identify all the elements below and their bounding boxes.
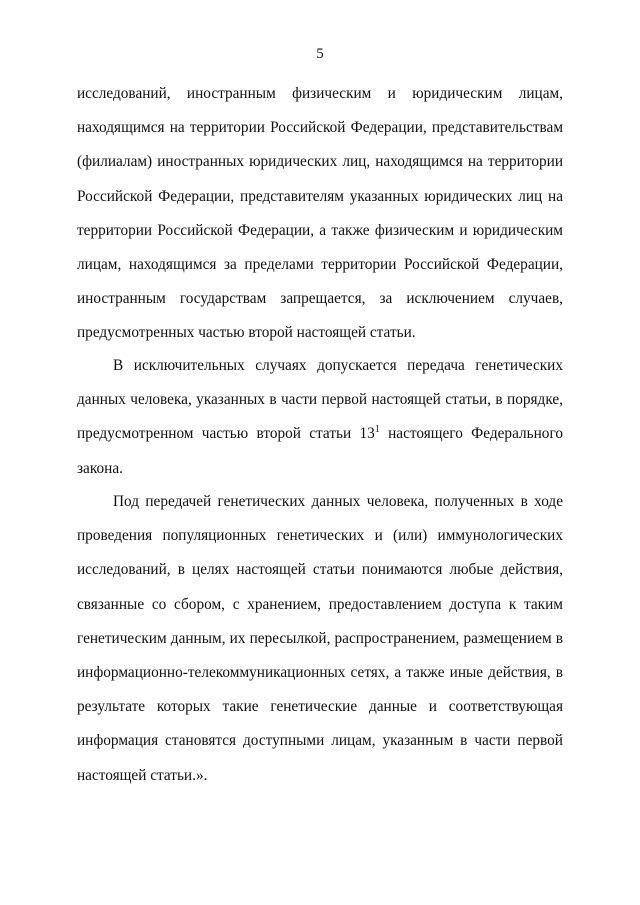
paragraph-line: информация становятся доступными лицам, указанным в части первой (77, 732, 563, 750)
paragraph-line: исследований, иностранным физическим и юридическим лицам, (77, 85, 563, 102)
page-number: 5 (316, 46, 324, 62)
line-text-before-superscript: предусмотренном частью второй статьи 13 (77, 425, 375, 443)
paragraph-line: предусмотренных частью второй настоящей статьи. (77, 324, 416, 342)
paragraph-line: данных человека, указанных в части первой настоящей статьи, в порядке, (77, 391, 563, 409)
superscript-one: 1 (374, 424, 380, 436)
paragraph-line: информационно-телекоммуникационных сетях, а также иные действия, в (77, 663, 563, 681)
paragraph-line: настоящей статьи.». (77, 766, 208, 784)
paragraph-line-with-footnote (77, 417, 563, 451)
paragraph-line: исследований, в целях настоящей статьи понимаются любые действия, (77, 561, 563, 579)
paragraph-line: генетическим данным, их пересылкой, распространением, размещением в (77, 629, 563, 647)
paragraph-line: связанные со сбором, с хранением, предоставлением доступа к таким (77, 595, 563, 613)
paragraph-line: находящимся на территории Российской Федерации, представительствам (77, 119, 563, 137)
paragraph-3 (77, 485, 563, 793)
paragraph-1 (77, 77, 563, 351)
line-text-after-superscript: настоящего Федерального (379, 425, 563, 443)
paragraph-line: закона. (77, 459, 123, 477)
paragraph-line: иностранным государствам запрещается, за исключением случаев, (77, 290, 563, 308)
paragraph-line: результате которых такие генетические данные и соответствующая (77, 698, 563, 716)
paragraph-line: территории Российской Федерации, а также физическим и юридическим (77, 221, 563, 239)
paragraph-line: Российской Федерации, представителям указанных юридических лиц на (77, 187, 563, 205)
paragraph-line: лицам, находящимся за пределами территории Российской Федерации, (77, 255, 563, 273)
paragraph-line: проведения популяционных генетических и (или) иммунологических (77, 527, 563, 545)
paragraph-line: В исключительных случаях допускается передача генетических (113, 357, 563, 374)
paragraph-line: Под передачей генетических данных человека, полученных в ходе (113, 493, 563, 510)
paragraph-line: (филиалам) иностранных юридических лиц, находящимся на территории (77, 153, 563, 171)
paragraph-2 (77, 349, 563, 486)
